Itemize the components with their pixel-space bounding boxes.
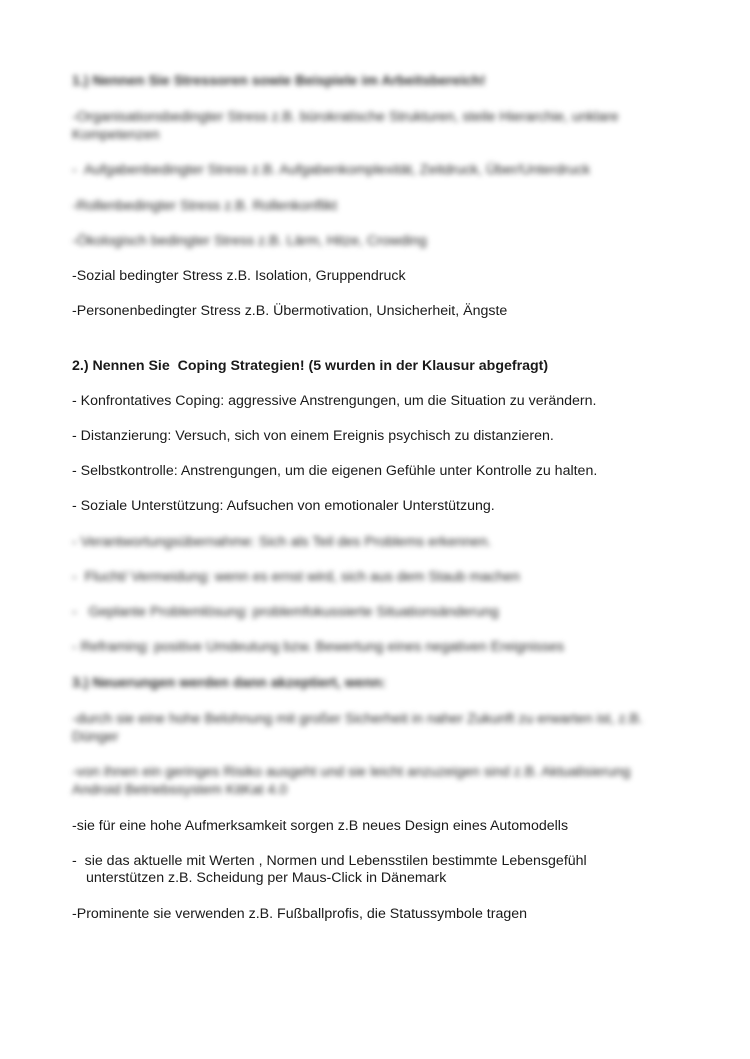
section1-heading: 1.) Nennen Sie Stressoren sowie Beispiele im Arbeitsbereich! xyxy=(72,73,486,89)
section3-item: -von ihnen ein geringes Risiko ausgeht und sie leicht anzuzeigen sind z.B. Aktualisierung Android Betriebssystem KitKat 4.0 xyxy=(72,764,634,798)
section2-item: - Reframing: positive Umdeutung bzw. Bewertung eines negativen Ereignisses xyxy=(72,639,565,655)
section2-item: - Distanzierung: Versuch, sich von einem Ereignis psychisch zu distanzieren. xyxy=(72,428,554,444)
section3-item: -Prominente sie verwenden z.B. Fußballprofis, die Statussymbole tragen xyxy=(72,906,528,922)
section2-heading: 2.) Nennen Sie Coping Strategien! (5 wurden in der Klausur abgefragt) xyxy=(72,358,549,374)
section2-item: - Flucht/ Vermeidung: wenn es ernst wird, sich aus dem Staub machen xyxy=(72,569,520,585)
section2-item: - Soziale Unterstützung: Aufsuchen von emotionaler Unterstützung. xyxy=(72,498,495,514)
section3-item: - sie das aktuelle mit Werten , Normen und Lebensstilen bestimmte Lebensgefühl xyxy=(72,853,587,869)
section2-item: - Geplante Problemlösung: problemfokussierte Situationsänderung xyxy=(72,604,499,620)
section3-item: -durch sie eine hohe Belohnung mit großer Sicherheit in naher Zukunft zu erwarten ist, z.B. Dünger xyxy=(72,711,647,745)
section1-item: -Ökologisch bedingter Stress z.B. Lärm, Hitze, Crowding xyxy=(72,233,427,249)
section3-heading: 3.) Neuerungen werden dann akzeptiert, wenn: xyxy=(72,675,386,691)
section2-item: - Verantwortungsübernahme: Sich als Teil des Problems erkennen. xyxy=(72,534,492,550)
section2-item: - Selbstkontrolle: Anstrengungen, um die eigenen Gefühle unter Kontrolle zu halten. xyxy=(72,463,598,479)
section1-item: -Personenbedingter Stress z.B. Übermotivation, Unsicherheit, Ängste xyxy=(72,303,508,319)
section1-item: -Organisationsbedingter Stress z.B. bürokratische Strukturen, steile Hierarchie, unklare Kompetenzen xyxy=(72,109,623,143)
section3-item: -sie für eine hohe Aufmerksamkeit sorgen z.B neues Design eines Automodells xyxy=(72,818,569,834)
section3-item-continuation: unterstützen z.B. Scheidung per Maus-Click in Dänemark xyxy=(86,870,447,886)
section1-item: -Rollenbedingter Stress z.B. Rollenkonflikt xyxy=(72,198,337,214)
section1-item: -Sozial bedingter Stress z.B. Isolation, Gruppendruck xyxy=(72,268,406,284)
section2-item: - Konfrontatives Coping: aggressive Anstrengungen, um die Situation zu verändern. xyxy=(72,393,597,409)
section1-item: - Aufgabenbedingter Stress z.B. Aufgabenkomplexität, Zeitdruck, Über/Unterdruck xyxy=(72,162,591,178)
